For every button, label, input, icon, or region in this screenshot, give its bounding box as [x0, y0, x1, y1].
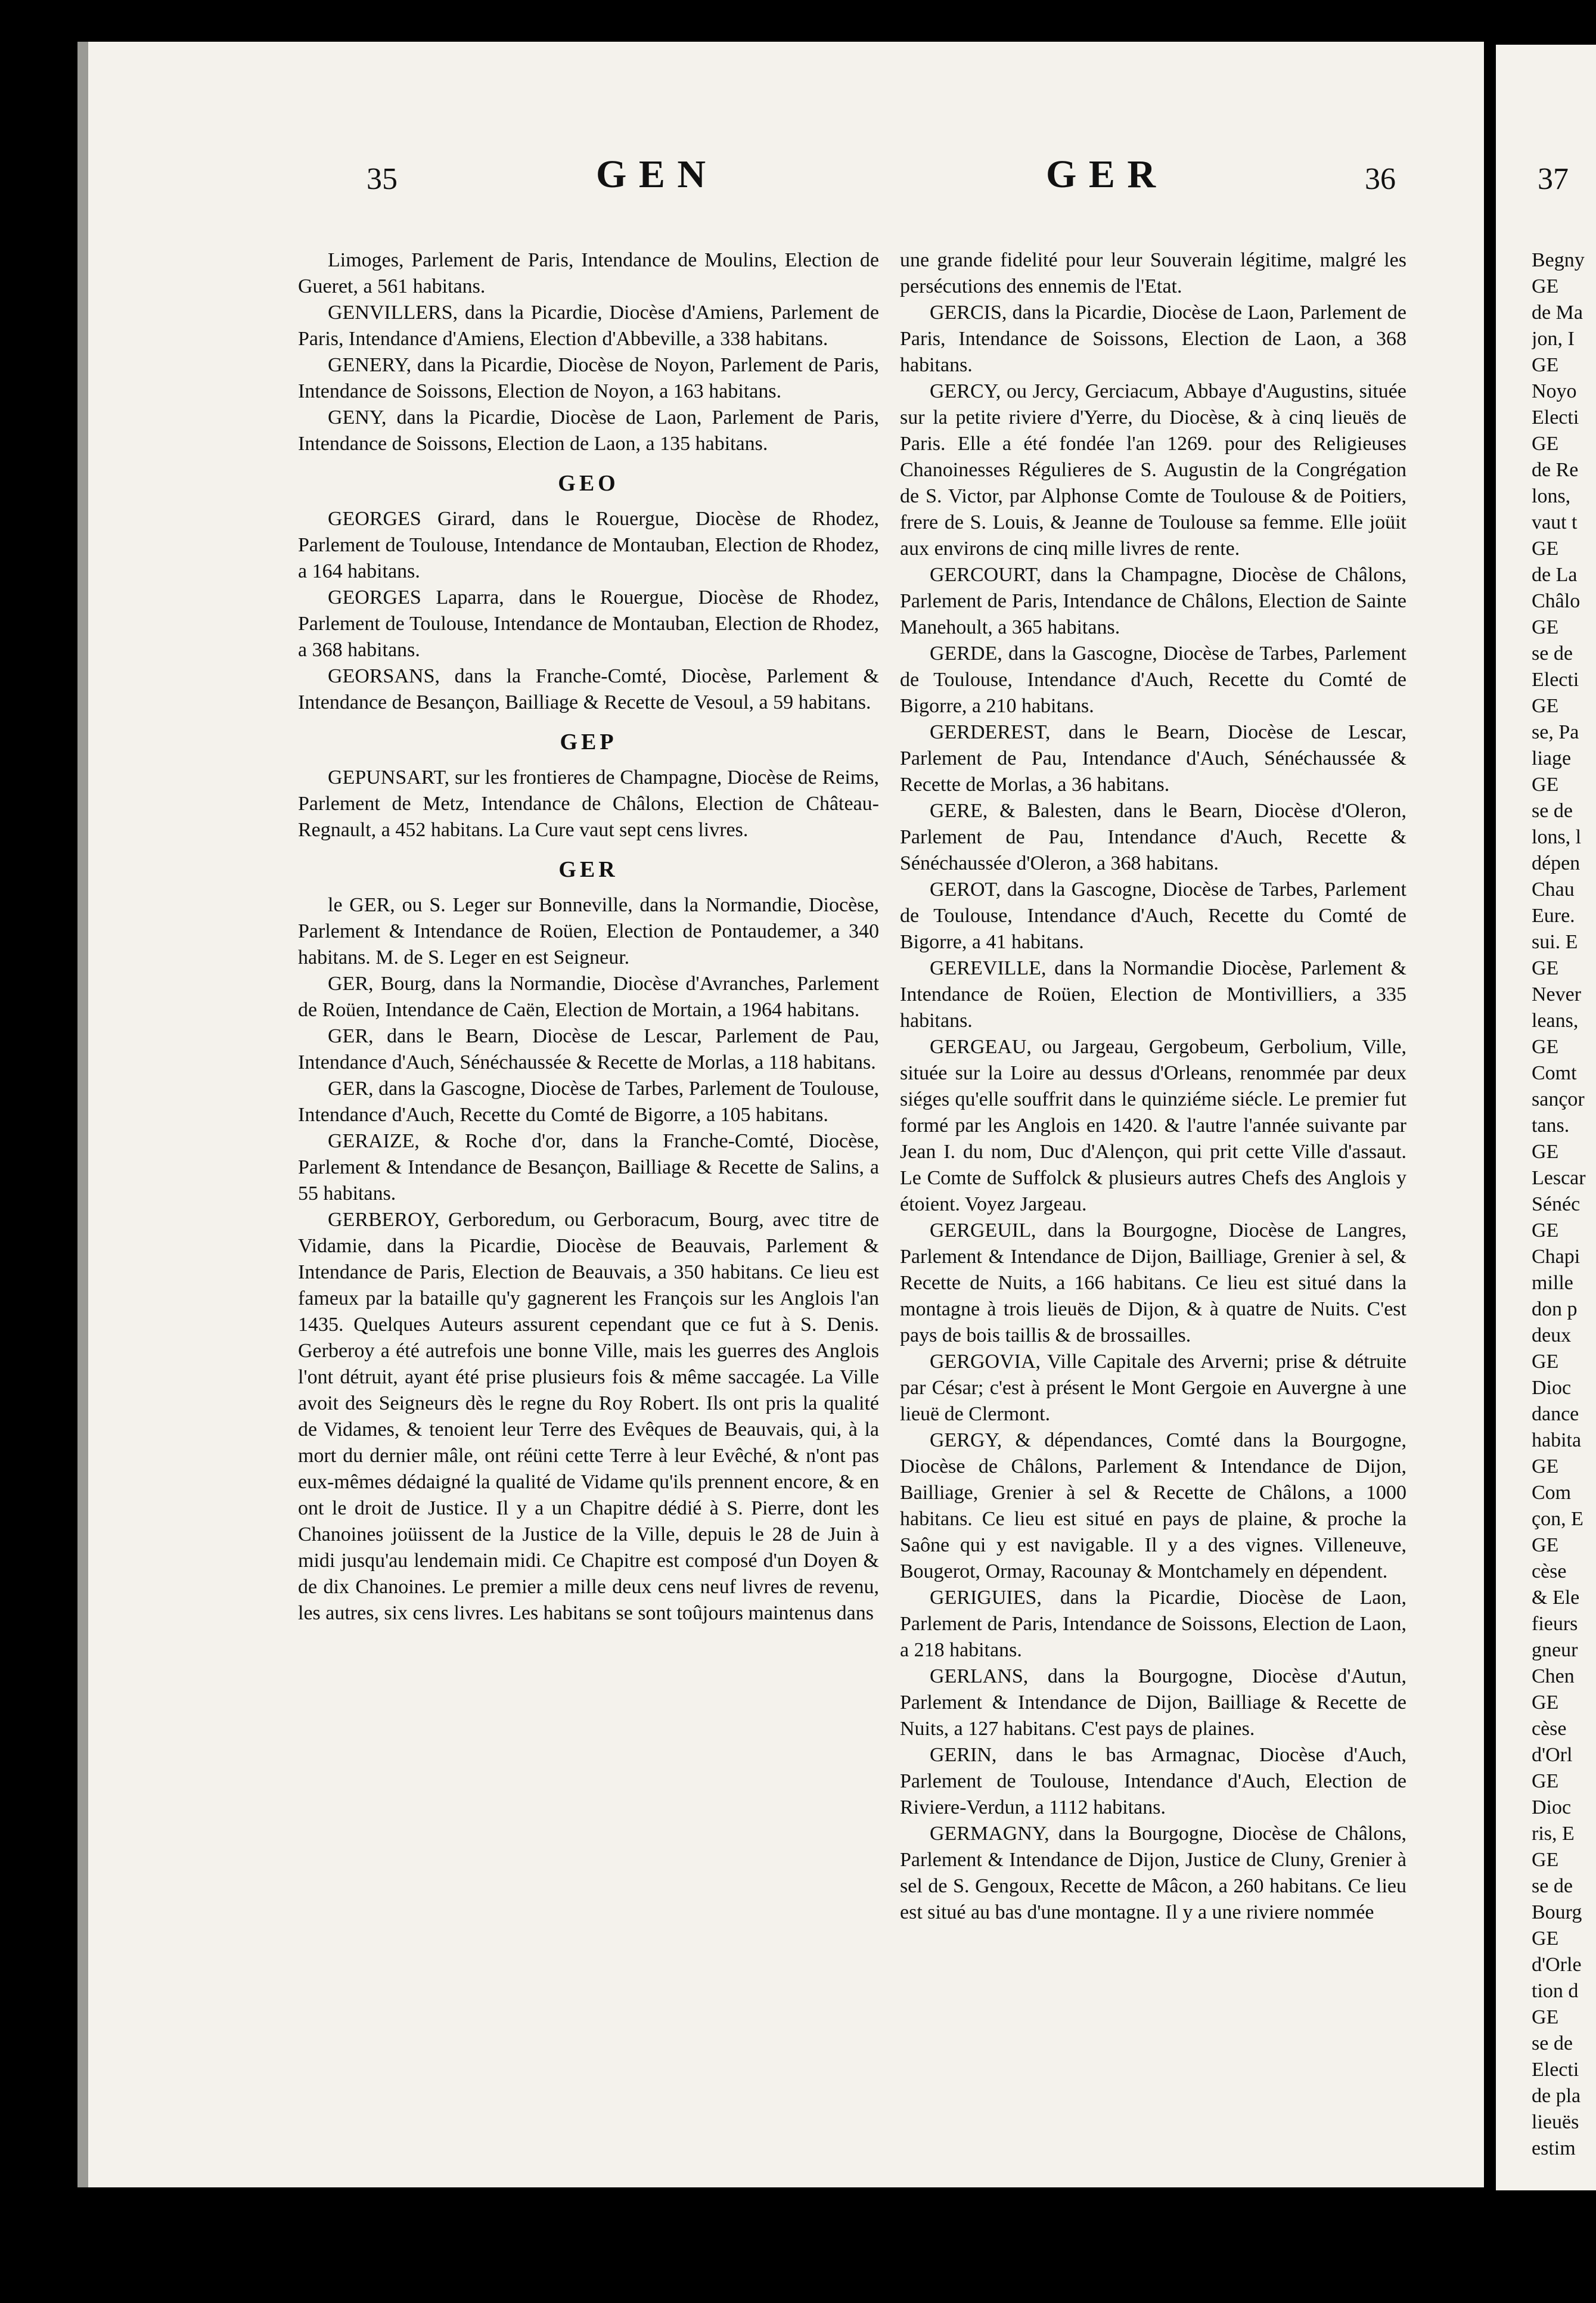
next-page-fragment: de Re: [1532, 459, 1579, 481]
next-page-fragment: çon, E: [1532, 1508, 1583, 1530]
gazetteer-entry: GEORGES Girard, dans le Rouergue, Diocèse de Rhodez, Parlement de Toulouse, Intendance de Montauban, Election de Rhodez, a 164 habitans.: [298, 508, 879, 582]
next-page-fragment: sançor: [1532, 1088, 1585, 1110]
next-page-fragment: Electi: [1532, 406, 1579, 429]
gazetteer-entry: GEROT, dans la Gascogne, Diocèse de Tarbes, Parlement de Toulouse, Intendance d'Auch, Recette du Comté de Bigorre, a 41 habitans.: [900, 879, 1406, 953]
next-page-fragment: GE: [1532, 774, 1559, 796]
next-page-fragment: Châlo: [1532, 590, 1581, 612]
next-page-fragment: de pla: [1532, 2085, 1581, 2107]
next-page-fragment: Bourg: [1532, 1901, 1582, 1923]
gazetteer-entry: GENERY, dans la Picardie, Diocèse de Noyon, Parlement de Paris, Intendance de Soissons, Election de Noyon, a 163 habitans.: [298, 354, 879, 402]
next-page-fragment: don p: [1532, 1298, 1578, 1320]
next-page-fragment: cèse: [1532, 1560, 1567, 1582]
section-heading: GEP: [560, 730, 617, 755]
gazetteer-entry: GENVILLERS, dans la Picardie, Diocèse d'Amiens, Parlement de Paris, Intendance d'Amiens, Election d'Abbeville, a 338 habitans.: [298, 302, 879, 350]
next-page-fragment: Com: [1532, 1482, 1572, 1504]
next-page-fragment: GE: [1532, 957, 1559, 979]
gazetteer-entry: GEREVILLE, dans la Normandie Diocèse, Parlement & Intendance de Roüen, Election de Montivilliers, a 335 habitans.: [900, 957, 1406, 1032]
next-page-fragment: lieuës: [1532, 2111, 1579, 2133]
gazetteer-entry: GERMAGNY, dans la Bourgogne, Diocèse de Châlons, Parlement & Intendance de Dijon, Justice de Cluny, Grenier à sel de S. Gengoux, Recette de Mâcon, a 260 habitans. Ce lieu est situé au bas d'une montagne. Il y a une riviere nommée: [900, 1823, 1406, 1923]
next-page-fragment: jon, I: [1532, 328, 1575, 350]
gazetteer-entry: le GER, ou S. Leger sur Bonneville, dans la Normandie, Diocèse, Parlement & Intendance de Roüen, Election de Pontaudemer, a 340 habitans. M. de S. Leger en est Seigneur.: [298, 894, 879, 969]
next-page-fragment: d'Orle: [1532, 1954, 1582, 1976]
next-page-fragment: GE: [1532, 1141, 1559, 1163]
gazetteer-entry: GERE, & Balesten, dans le Bearn, Diocèse d'Oleron, Parlement de Pau, Intendance d'Auch, Recette & Sénéchaussée d'Oleron, a 368 habitans.: [900, 800, 1406, 874]
text-column-left: [298, 247, 879, 1627]
gazetteer-entry: GERIGUIES, dans la Picardie, Diocèse de Laon, Parlement de Paris, Intendance de Soissons, Election de Laon, a 218 habitans.: [900, 1587, 1406, 1661]
gazetteer-entry: GERGEUIL, dans la Bourgogne, Diocèse de Langres, Parlement & Intendance de Dijon, Bailliage, Grenier à sel, & Recette de Nuits, a 166 habitans. Ce lieu est situé dans la montagne à trois lieuës de Dijon, & à quatre de Nuits. C'est pays de bois taillis & de brossailles.: [900, 1219, 1406, 1346]
next-page-fragment: sui. E: [1532, 931, 1578, 953]
next-page-fragment: tion d: [1532, 1980, 1579, 2002]
next-page-fragment: de La: [1532, 564, 1578, 586]
next-page-fragment: Noyo: [1532, 380, 1577, 402]
section-heading: GER: [558, 857, 619, 882]
next-page-fragment: GE: [1532, 695, 1559, 717]
section-heading: GEO: [558, 471, 619, 496]
text-column-right: [900, 247, 1406, 1926]
next-page-fragment: se de: [1532, 643, 1573, 665]
gazetteer-entry: Limoges, Parlement de Paris, Intendance de Moulins, Election de Gueret, a 561 habitans.: [298, 249, 879, 297]
next-page-fragment: se de: [1532, 800, 1573, 822]
next-page-fragment: mille: [1532, 1272, 1573, 1294]
next-page-fragment: GE: [1532, 1351, 1559, 1373]
next-page-fragment: ris, E: [1532, 1823, 1575, 1845]
gazetteer-entry: GERCIS, dans la Picardie, Diocèse de Laon, Parlement de Paris, Intendance de Soissons, Election de Laon, a 368 habitans.: [900, 302, 1406, 376]
next-page-fragment: de Ma: [1532, 302, 1583, 324]
next-page-fragment: Begny: [1532, 249, 1585, 271]
next-page-fragment: leans,: [1532, 1010, 1579, 1032]
gazetteer-entry: GEPUNSART, sur les frontieres de Champagne, Diocèse de Reims, Parlement de Metz, Intendance de Châlons, Election de Château-Regnault, a 452 habitans. La Cure vaut sept cens livres.: [298, 766, 879, 841]
next-page-fragment: GE: [1532, 538, 1559, 560]
gazetteer-entry: GERGOVIA, Ville Capitale des Arverni; prise & détruite par César; c'est à présent le Mont Gergoie en Auvergne à une lieuë de Clermont.: [900, 1351, 1406, 1425]
next-page-fragment: d'Orl: [1532, 1744, 1573, 1766]
next-page-fragment: GE: [1532, 275, 1559, 297]
next-page-fragment: tans.: [1532, 1115, 1570, 1137]
gazetteer-entry: GERCOURT, dans la Champagne, Diocèse de Châlons, Parlement de Paris, Intendance de Châlons, Election de Sainte Manehoult, a 365 habitans.: [900, 564, 1406, 638]
next-page-fragment: GE: [1532, 1036, 1559, 1058]
next-page-fragment: gneur: [1532, 1639, 1578, 1661]
gazetteer-entry: GER, dans le Bearn, Diocèse de Lescar, Parlement de Pau, Intendance d'Auch, Sénéchaussée & Recette de Morlas, a 118 habitans.: [298, 1025, 879, 1073]
next-page-fragment: GE: [1532, 1849, 1559, 1871]
next-page-fragment: Lescar: [1532, 1167, 1586, 1189]
next-page-fragment: GE: [1532, 433, 1559, 455]
gazetteer-entry: GERDEREST, dans le Bearn, Diocèse de Lescar, Parlement de Pau, Intendance d'Auch, Sénéchaussée & Recette de Morlas, a 36 habitans.: [900, 721, 1406, 796]
next-page-fragment: Dioc: [1532, 1796, 1572, 1818]
next-page-fragment: GE: [1532, 2006, 1559, 2028]
gazetteer-entry: GENY, dans la Picardie, Diocèse de Laon, Parlement de Paris, Intendance de Soissons, Election de Laon, a 135 habitans.: [298, 406, 879, 455]
next-page-fragment: Eure.: [1532, 905, 1575, 927]
gazetteer-entry: GERGY, & dépendances, Comté dans la Bourgogne, Diocèse de Châlons, Parlement & Intendance de Dijon, Bailliage, Grenier à sel & Recette de Châlons, a 1000 habitans. Ce lieu est situé en pays de plaine, & proche la Saône qui y est navigable. Il y a des vignes. Villeneuve, Bougerot, Ormay, Racounay & Montchamely en dépendent.: [900, 1429, 1406, 1582]
next-page-fragment: Chapi: [1532, 1246, 1581, 1268]
next-page-fragment: lons,: [1532, 485, 1571, 507]
next-page-fragment: GE: [1532, 354, 1559, 376]
next-page-fragment: se de: [1532, 1875, 1573, 1897]
next-page-fragment: Comt: [1532, 1062, 1577, 1084]
page-number-left: 35: [367, 162, 398, 196]
page-gutter-shadow: [77, 42, 88, 2187]
next-page-fragment: dépen: [1532, 852, 1581, 874]
next-page-fragment: GE: [1532, 1928, 1559, 1950]
gazetteer-entry: GEORSANS, dans la Franche-Comté, Diocèse, Parlement & Intendance de Besançon, Bailliage & Recette de Vesoul, a 59 habitans.: [298, 665, 879, 713]
next-page-fragment: GE: [1532, 616, 1559, 638]
next-page-fragment: estim: [1532, 2137, 1576, 2159]
gazetteer-entry: une grande fidelité pour leur Souverain légitime, malgré les persécutions des ennemis de l'Etat.: [900, 249, 1406, 297]
next-page-fragment: GE: [1532, 1770, 1559, 1792]
gazetteer-entry: GER, dans la Gascogne, Diocèse de Tarbes, Parlement de Toulouse, Intendance d'Auch, Recette du Comté de Bigorre, a 105 habitans.: [298, 1078, 879, 1126]
next-page-fragment: GE: [1532, 1455, 1559, 1478]
next-page-fragment: Dioc: [1532, 1377, 1572, 1399]
next-page-fragment: Electi: [1532, 2059, 1579, 2081]
next-page-fragment: GE: [1532, 1219, 1559, 1241]
next-page-fragment: Chau: [1532, 879, 1575, 901]
next-page-fragment: habita: [1532, 1429, 1582, 1451]
running-head-center: G E R: [1046, 153, 1157, 196]
next-page-fragment: cèse: [1532, 1718, 1567, 1740]
page-number-right: 36: [1365, 162, 1396, 196]
gazetteer-entry: GERGEAU, ou Jargeau, Gergobeum, Gerbolium, Ville, située sur la Loire au dessus d'Orleans, renommée par deux siéges qu'elle souffrit dans le quinziéme siécle. Le premier fut formé par les Anglois en 1420. & l'autre l'année suivante par Jean I. du nom, Duc d'Alençon, qui prit cette Ville d'assaut. Le Comte de Suffolck & plusieurs autres Chefs des Anglois y étoient. Voyez Jargeau.: [900, 1036, 1406, 1215]
gazetteer-entry: GERBEROY, Gerboredum, ou Gerboracum, Bourg, avec titre de Vidamie, dans la Picardie, Diocèse de Beauvais, Parlement & Intendance de Paris, Election de Beauvais, a 350 habitans. Ce lieu est fameux par la bataille qu'y gagnerent les François sur les Anglois l'an 1435. Quelques Auteurs assurent cependant que ce fut à S. Denis. Gerberoy a été autrefois une bonne Ville, mais les guerres des Anglois l'ont détruit, ayant été prise plusieurs fois & même saccagée. La Ville avoit des Seigneurs dès le regne du Roy Robert. Ils ont pris la qualité de Vidames, & tenoient leur Terre des Evêques de Beauvais, qui, à la mort du dernier mâle, ont réüni cette Terre à leur Evêché, & n'ont pas eux-mêmes dédaigné la qualité de Vidame qu'ils prennent encore, & en ont le droit de Justice. Il y a un Chapitre dédié à S. Pierre, dont les Chanoines joüissent de la Justice de la Ville, depuis le 28 de Juin à midi jusqu'au lendemain midi. Ce Chapitre est composé d'un Doyen & de dix Chanoines. Le premier a mille deux cens neuf livres de revenu, les autres, six cens livres. Les habitans se sont toûjours maintenus dans: [298, 1209, 879, 1624]
gazetteer-entry: GERDE, dans la Gascogne, Diocèse de Tarbes, Parlement de Toulouse, Intendance d'Auch, Recette du Comté de Bigorre, a 210 habitans.: [900, 643, 1406, 717]
next-page-fragment: lons, l: [1532, 826, 1582, 848]
next-page-fragment: Sénéc: [1532, 1193, 1581, 1215]
next-page-fragment: dance: [1532, 1403, 1579, 1425]
next-page-fragment: se de: [1532, 2032, 1573, 2054]
running-head-left: G E N: [596, 153, 707, 196]
gazetteer-entry: GERCY, ou Jercy, Gerciacum, Abbaye d'Augustins, située sur la petite riviere d'Yerre, du Diocèse, & à cinq lieuës de Paris. Elle a été fondée l'an 1269. pour des Religieuses Chanoinesses Régulieres de S. Augustin de la Congrégation de S. Victor, par Alphonse Comte de Toulouse & de Poitiers, frere de S. Louis, & Jeanne de Toulouse sa femme. Elle joüit aux environs de cinq mille livres de rente.: [900, 380, 1406, 560]
next-page-fragment: liage: [1532, 747, 1572, 769]
gazetteer-entry: GERAIZE, & Roche d'or, dans la Franche-Comté, Diocèse, Parlement & Intendance de Besançon, Bailliage & Recette de Salins, a 55 habitans.: [298, 1130, 879, 1205]
next-page-fragment: & Ele: [1532, 1587, 1580, 1609]
gazetteer-entry: GEORGES Laparra, dans le Rouergue, Diocèse de Rhodez, Parlement de Toulouse, Intendance de Montauban, Election de Rhodez, a 368 habitans.: [298, 586, 879, 661]
gazetteer-entry: GER, Bourg, dans la Normandie, Diocèse d'Avranches, Parlement de Roüen, Intendance de Caën, Election de Mortain, a 1964 habitans.: [298, 973, 879, 1021]
gazetteer-entry: GERLANS, dans la Bourgogne, Diocèse d'Autun, Parlement & Intendance de Dijon, Bailliage & Recette de Nuits, a 127 habitans. C'est pays de plaines.: [900, 1665, 1406, 1740]
page-number-next: 37: [1538, 162, 1569, 196]
next-page-fragment: deux: [1532, 1324, 1572, 1346]
next-page-fragment: Never: [1532, 983, 1582, 1005]
next-page-fragment: se, Pa: [1532, 721, 1579, 743]
next-page-fragment: Chen: [1532, 1665, 1575, 1687]
gazetteer-entry: GERIN, dans le bas Armagnac, Diocèse d'Auch, Parlement de Toulouse, Intendance d'Auch, Election de Riviere-Verdun, a 1112 habitans.: [900, 1744, 1406, 1818]
next-page-fragment: Electi: [1532, 669, 1579, 691]
next-page-fragment: fieurs: [1532, 1613, 1578, 1635]
next-page-fragments: [1532, 247, 1596, 2162]
next-page-fragment: GE: [1532, 1534, 1559, 1556]
next-page-fragment: GE: [1532, 1691, 1559, 1714]
next-page-fragment: vaut t: [1532, 511, 1578, 533]
